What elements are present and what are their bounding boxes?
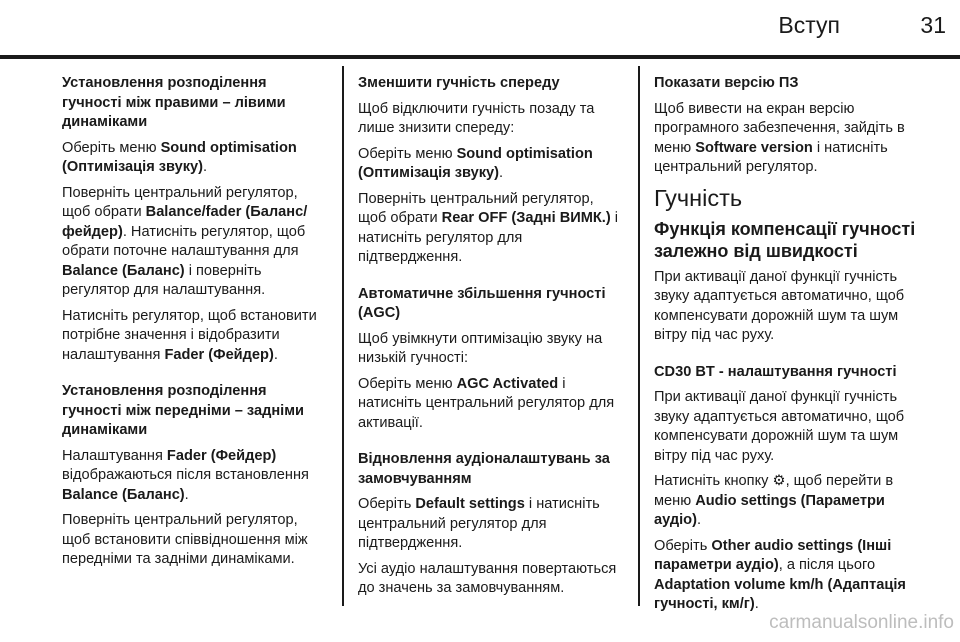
paragraph: Щоб увімкнути оптимізацію звуку на низькій гучності: — [358, 330, 603, 366]
paragraph: Оберіть меню Sound optimisation (Оптимізація звуку). — [358, 145, 593, 181]
tone-settings-icon: ⚙ — [772, 473, 786, 489]
column-2 — [358, 74, 626, 605]
paragraph: При активації даної функції гучність звуку адаптується автоматично, щоб компенсувати дорожній шум та шум вітру під час руху. — [654, 268, 905, 343]
paragraph: Поверніть центральний регулятор, щоб обрати Balance/fader (Баланс/фейдер). Натисніть регулятор, щоб обрати поточне налаштування для Balance (Баланс) і поверніть регулятор для налаштування. — [62, 184, 308, 298]
column-3 — [654, 74, 934, 621]
paragraph: Щоб вивести на екран версію програмного забезпечення, зайдіть в меню Software version і натисніть центральний регулятор. — [654, 100, 905, 175]
column-divider-2 — [638, 66, 640, 606]
paragraph: Оберіть меню AGC Activated і натисніть центральний регулятор для активації. — [358, 375, 615, 431]
paragraph: Оберіть меню Sound optimisation (Оптимізація звуку). — [62, 139, 297, 175]
heading-agc: Автоматичне збільшення гучності (AGC) — [358, 285, 606, 321]
paragraph: Щоб відключити гучність позаду та лише знизити спереду: — [358, 100, 595, 136]
paragraph: Оберіть Default settings і натисніть центральний регулятор для підтвердження. — [358, 496, 600, 551]
heading-defaults: Відновлення аудіоналаштувань за замовчуванням — [358, 451, 610, 487]
header-divider — [0, 55, 960, 59]
page-number: 31 — [920, 12, 946, 38]
paragraph: При активації даної функції гучність звуку адаптується автоматично, щоб компенсувати дорожній шум та шум вітру під час руху. — [654, 389, 905, 464]
heading-cd30: CD30 BT - налаштування гучності — [654, 363, 897, 380]
paragraph: Налаштування Fader (Фейдер) відображаються після встановлення Balance (Баланс). — [62, 447, 309, 503]
paragraph: Натисніть регулятор, щоб встановити потрібне значення і відобразити налаштування Fader (Фейдер). — [62, 307, 317, 363]
paragraph: Натисніть кнопку ⚙, щоб перейти в меню Audio settings (Параметри аудіо). — [654, 473, 894, 528]
heading-software: Показати версію ПЗ — [654, 75, 799, 91]
heading-fader: Установлення розподілення гучності між передніми – задніми динаміками — [62, 383, 304, 438]
heading-speed-compensation: Функція компенсації гучності залежно від швидкості — [654, 218, 916, 261]
watermark: carmanualsonline.info — [769, 612, 954, 633]
page-title: Вступ — [778, 12, 840, 38]
paragraph: Поверніть центральний регулятор, щоб встановити співвідношення між передніми та задніми динаміками. — [62, 512, 308, 567]
paragraph: Поверніть центральний регулятор, щоб обрати Rear OFF (Задні ВИМК.) і натисніть регулятор для підтвердження. — [358, 190, 619, 265]
paragraph: Усі аудіо налаштування повертаються до значень за замовчуванням. — [358, 560, 617, 596]
paragraph: Оберіть Other audio settings (Інші параметри аудіо), а після цього Adaptation volume km/h (Адаптація гучності, км/г). — [654, 537, 906, 612]
column-1 — [62, 74, 330, 576]
heading-balance: Установлення розподілення гучності між правими – лівими динаміками — [62, 75, 286, 130]
column-divider-1 — [342, 66, 344, 606]
heading-front-volume: Зменшити гучність спереду — [358, 75, 560, 91]
section-heading-volume: Гучність — [654, 184, 743, 211]
